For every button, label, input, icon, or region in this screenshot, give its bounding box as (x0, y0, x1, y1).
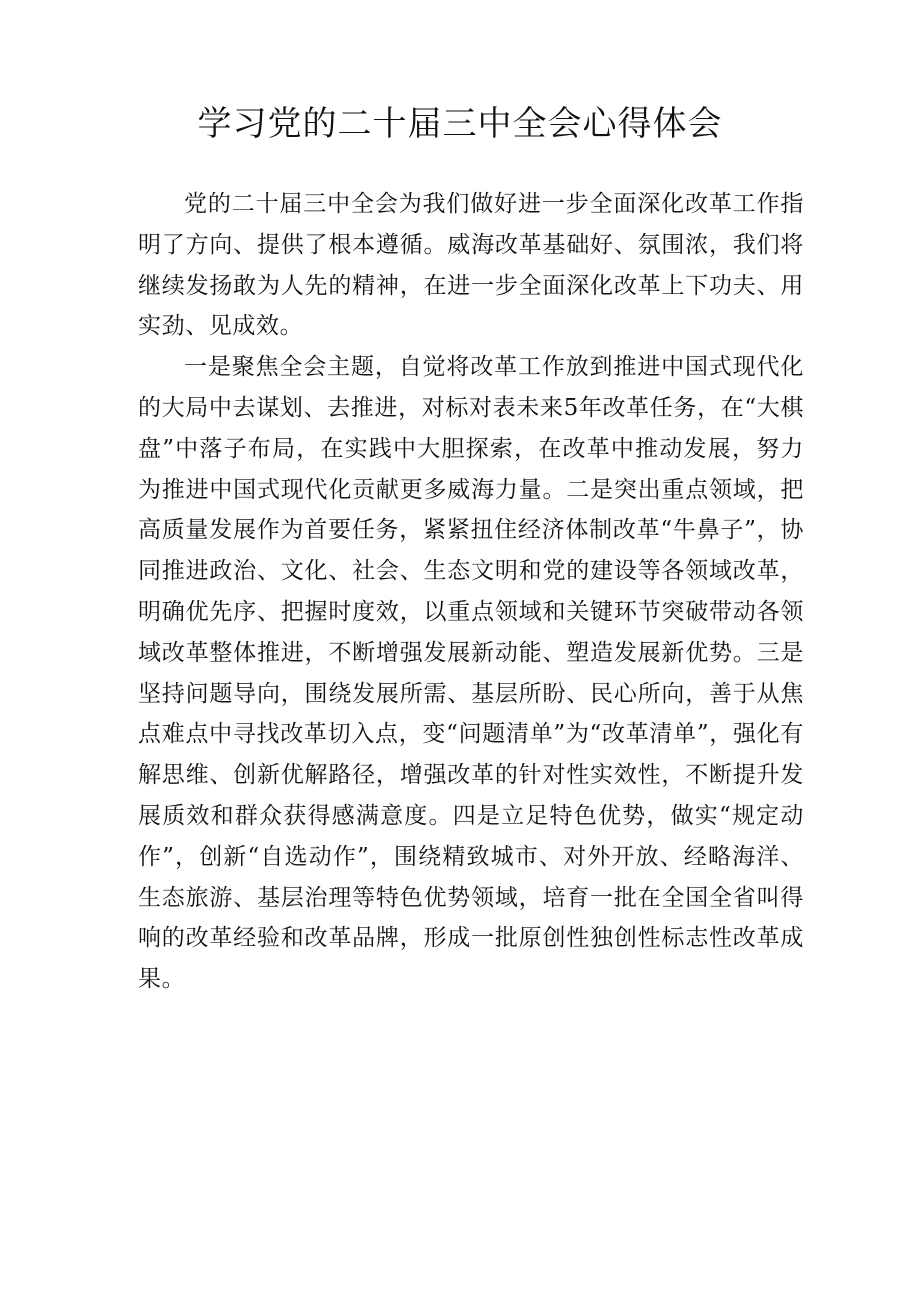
document-title: 学习党的二十届三中全会心得体会 (197, 104, 723, 144)
paragraph-main: 一是聚焦全会主题，自觉将改革工作放到推进中国式现代化的大局中去谋划、去推进，对标对表未来5年改革任务，在“大棋盘”中落子布局，在实践中大胆探索，在改革中推动发展，努力为推进中国式现代化贡献更多威海力量。二是突出重点领域，把高质量发展作为首要任务，紧紧扭住经济体制改革“牛鼻子”，协同推进政治、文化、社会、生态文明和党的建设等各领域改革，明确优先序、把握时度效，以重点领域和关键环节突破带动各领域改革整体推进，不断增强发展新动能、塑造发展新优势。三是坚持问题导向，围绕发展所需、基层所盼、民心所向，善于从焦点难点中寻找改革切入点，变“问题清单”为“改革清单”，强化有解思维、创新优解路径，增强改革的针对性实效性，不断提升发展质效和群众获得感满意度。四是立足特色优势，做实“规定动作”，创新“自选动作”，围绕精致城市、对外开放、经略海洋、生态旅游、基层治理等特色优势领域，培育一批在全国全省叫得响的改革经验和改革品牌，形成一批原创性独创性标志性改革成果。 (138, 354, 804, 993)
paragraph-intro: 党的二十届三中全会为我们做好进一步全面深化改革工作指明了方向、提供了根本遵循。威海改革基础好、氛围浓，我们将继续发扬敢为人先的精神，在进一步全面深化改革上下功夫、用实劲、见成效。 (138, 191, 804, 340)
document-body (138, 184, 804, 1000)
